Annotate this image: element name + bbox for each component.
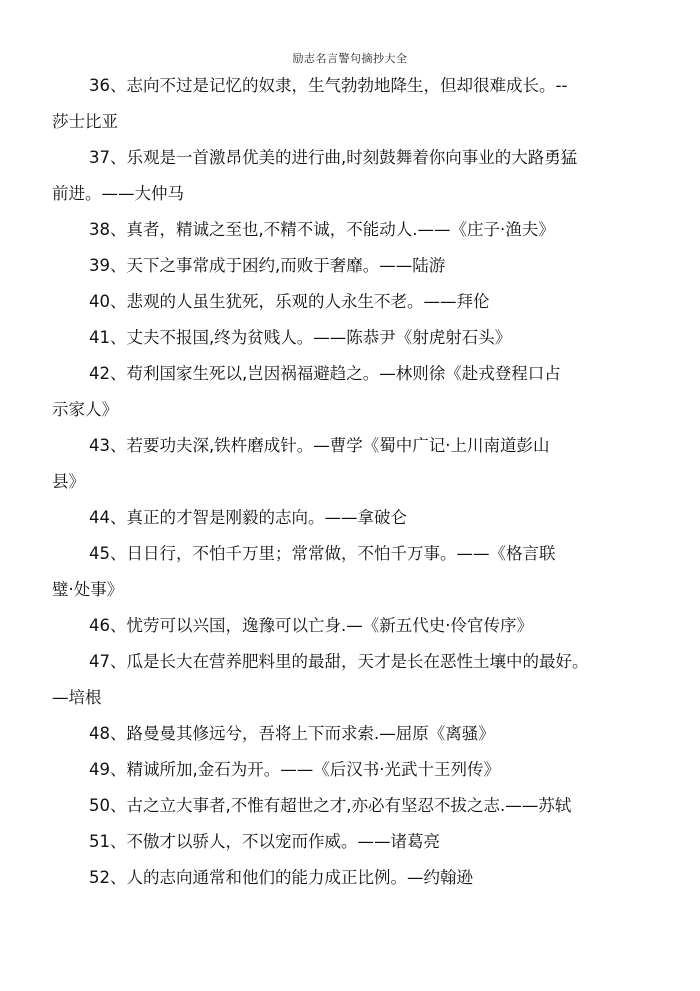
quote-42-line1: 42、苟利国家生死以,岂因祸福避趋之。—林则徐《赴戎登程口占 xyxy=(89,364,561,383)
quote-47-line1: 47、瓜是长大在营养肥料里的最甜，天才是长在恶性土壤中的最好。 xyxy=(89,652,589,671)
quote-list xyxy=(52,68,648,896)
quote-37-line1: 37、乐观是一首激昂优美的进行曲,时刻鼓舞着你向事业的大路勇猛 xyxy=(89,148,578,167)
quote-40: 40、悲观的人虽生犹死，乐观的人永生不老。——拜伦 xyxy=(89,292,490,311)
quote-46: 46、忧劳可以兴国，逸豫可以亡身.—《新五代史·伶官传序》 xyxy=(89,616,533,635)
quote-43-line1: 43、若要功夫深,铁杵磨成针。—曹学《蜀中广记·上川南道彭山 xyxy=(89,436,550,455)
quote-52: 52、人的志向通常和他们的能力成正比例。—约翰逊 xyxy=(89,868,473,887)
quote-41: 41、丈夫不报国,终为贫贱人。——陈恭尹《射虎射石头》 xyxy=(89,328,512,347)
quote-44: 44、真正的才智是刚毅的志向。——拿破仑 xyxy=(89,508,407,527)
quote-43-line2: 县》 xyxy=(52,472,85,491)
quote-37-line2: 前进。——大仲马 xyxy=(52,184,184,203)
quote-48: 48、路曼曼其修远兮，吾将上下而求索.—屈原《离骚》 xyxy=(89,724,495,743)
quote-50: 50、古之立大事者,不惟有超世之才,亦必有坚忍不拔之志.——苏轼 xyxy=(89,796,572,815)
quote-45-line2: 璧·处事》 xyxy=(52,580,124,599)
quote-38: 38、真者，精诚之至也,不精不诚，不能动人.——《庄子·渔夫》 xyxy=(89,220,555,239)
quote-45-line1: 45、日日行，不怕千万里；常常做，不怕千万事。——《格言联 xyxy=(89,544,556,563)
quote-36-line1: 36、志向不过是记忆的奴隶，生气勃勃地降生，但却很难成长。-- xyxy=(89,76,568,95)
quote-47-line2: —培根 xyxy=(52,688,102,707)
quote-42-line2: 示家人》 xyxy=(52,400,118,419)
quote-49: 49、精诚所加,金石为开。——《后汉书·光武十王列传》 xyxy=(89,760,500,779)
quote-51: 51、不傲才以骄人，不以宠而作威。——诸葛亮 xyxy=(89,832,440,851)
quote-36-line2: 莎士比亚 xyxy=(52,112,118,131)
quote-39: 39、天下之事常成于困约,而败于奢靡。——陆游 xyxy=(89,256,446,275)
document-title: 励志名言警句摘抄大全 xyxy=(292,52,408,65)
